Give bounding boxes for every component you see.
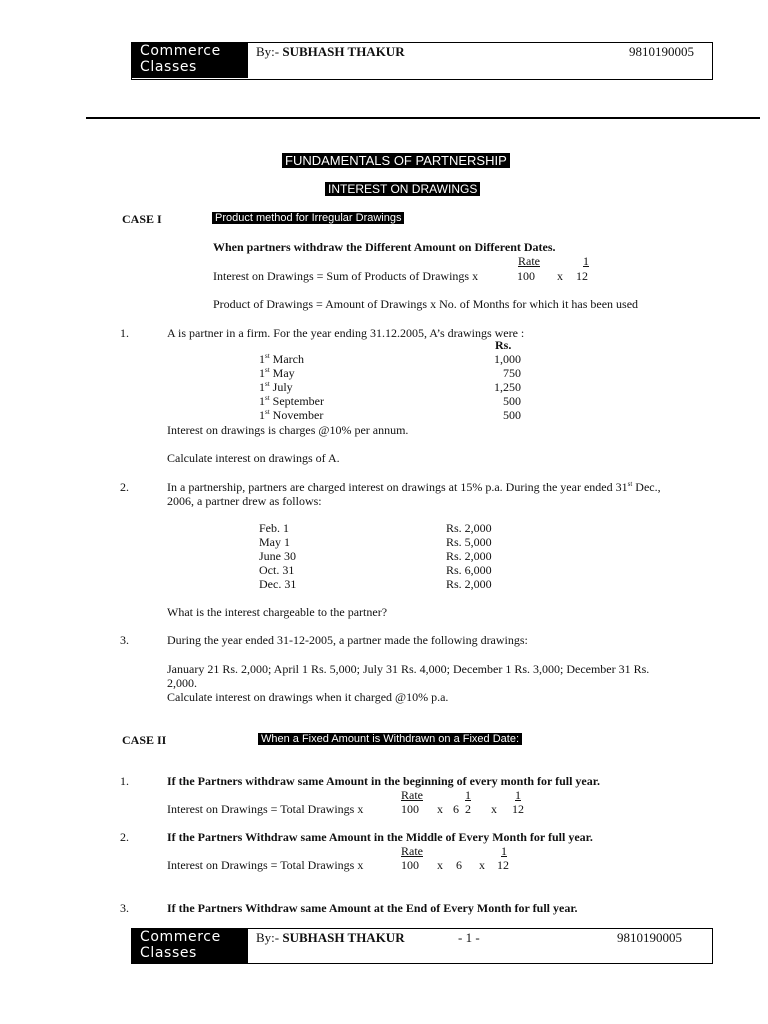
q3-text: During the year ended 31-12-2005, a partner made the following drawings: (167, 633, 528, 647)
brand-logo (132, 43, 248, 78)
q1-date-2 (259, 380, 293, 395)
case2-item1-hundred: 100 (401, 802, 419, 816)
case2-item2-six: 6 (456, 858, 462, 872)
footer-page-number: - 1 - (458, 930, 480, 945)
case2-item3-title: If the Partners Withdraw same Amount at the End of Every Month for full year. (167, 901, 578, 915)
footer-brand-line2: Classes (140, 945, 197, 961)
q2-date-4: Dec. 31 (259, 577, 297, 591)
case2-heading-text: When a Fixed Amount is Withdrawn on a Fixed Date: (258, 733, 522, 745)
case1-x: x (557, 269, 563, 283)
header-phone: 9810190005 (629, 44, 694, 59)
q2-line1-sup: st (627, 480, 633, 488)
case2-item2-title: If the Partners Withdraw same Amount in the Middle of Every Month for full year. (167, 830, 593, 844)
case2-item1-six: 6 (453, 802, 459, 816)
q2-date-3: Oct. 31 (259, 563, 295, 577)
case2-item2-one-b: 1 (501, 844, 507, 858)
q3-ask: Calculate interest on drawings when it charged @10% p.a. (167, 690, 449, 704)
case2-item1-x1: x (437, 802, 443, 816)
q1-date-day: 1 (259, 394, 265, 408)
q2-number: 2. (120, 480, 129, 494)
brand-line1: Commerce (140, 43, 221, 59)
case2-item1-rate: Rate (401, 788, 423, 802)
q1-date-month: March (269, 352, 304, 366)
q2-date-0: Feb. 1 (259, 521, 289, 535)
q2-amount-0: Rs. 2,000 (446, 521, 492, 535)
footer-author: SUBHASH THAKUR (282, 930, 405, 945)
page-subtitle-text: INTEREST ON DRAWINGS (325, 182, 480, 196)
q1-date-0 (259, 352, 304, 367)
case2-item1-formula: Interest on Drawings = Total Drawings x (167, 802, 364, 816)
q1-date-month: November (269, 408, 324, 422)
q1-date-sup: st (265, 380, 270, 388)
footer-brand-logo (132, 929, 248, 963)
case1-formula2: Product of Drawings = Amount of Drawings x No. of Months for which it has been used (213, 297, 639, 311)
brand-line2: Classes (140, 59, 197, 75)
q1-date-3 (259, 394, 324, 409)
page-title (282, 153, 510, 168)
case1-one: 1 (583, 254, 589, 268)
footer-byline (256, 930, 405, 946)
q2-ask: What is the interest chargeable to the partner? (167, 605, 388, 619)
q1-ask: Calculate interest on drawings of A. (167, 451, 340, 465)
header-rule (86, 117, 760, 119)
case2-item2-twelve: 12 (497, 858, 509, 872)
q1-date-4 (259, 408, 323, 423)
case2-heading (258, 733, 522, 745)
case2-item3-number: 3. (120, 901, 129, 915)
q3-list-line1: January 21 Rs. 2,000; April 1 Rs. 5,000; July 31 Rs. 4,000; December 1 Rs. 3,000; December 31 Rs. (167, 662, 650, 676)
case2-item1-one-a: 1 (465, 788, 471, 802)
case2-item1-one-b: 1 (515, 788, 521, 802)
case1-twelve: 12 (576, 269, 588, 283)
q2-amount-1: Rs. 5,000 (446, 535, 492, 549)
q1-date-sup: st (265, 408, 270, 416)
q2-line1-b: Dec., (632, 480, 661, 494)
q2-line1 (167, 480, 661, 495)
q1-date-day: 1 (259, 380, 265, 394)
page-subtitle (325, 182, 480, 196)
q1-number: 1. (120, 326, 129, 340)
q2-amount-2: Rs. 2,000 (446, 549, 492, 563)
case2-item2-number: 2. (120, 830, 129, 844)
q1-date-sup: st (265, 394, 270, 402)
q1-note: Interest on drawings is charges @10% per annum. (167, 423, 409, 437)
footer-by-prefix: By:- (256, 930, 283, 945)
case2-item1-number: 1. (120, 774, 129, 788)
q1-date-1 (259, 366, 295, 381)
case1-hundred: 100 (517, 269, 535, 283)
case2-item2-hundred: 100 (401, 858, 419, 872)
case2-item2-x2: x (479, 858, 485, 872)
case2-item2-formula: Interest on Drawings = Total Drawings x (167, 858, 364, 872)
q2-line2: 2006, a partner drew as follows: (167, 494, 322, 508)
q2-line1-a: In a partnership, partners are charged interest on drawings at 15% p.a. During the year ended 31 (167, 480, 628, 494)
case1-formula: Interest on Drawings = Sum of Products of Drawings x (213, 269, 479, 283)
q1-date-month: July (269, 380, 293, 394)
q1-amount-3: 500 (503, 394, 521, 408)
case1-heading-text: Product method for Irregular Drawings (212, 212, 404, 224)
footer-phone: 9810190005 (617, 930, 682, 945)
q1-col-head: Rs. (495, 338, 512, 352)
author: SUBHASH THAKUR (282, 44, 405, 59)
case2-item1-x2: x (491, 802, 497, 816)
q1-amount-0: 1,000 (494, 352, 521, 366)
header-byline (256, 44, 405, 60)
q2-date-2: June 30 (259, 549, 296, 563)
case2-item2-x1: x (437, 858, 443, 872)
case2-item1-title: If the Partners withdraw same Amount in the beginning of every month for full year. (167, 774, 600, 788)
case1-heading (212, 212, 404, 224)
q1-text: A is partner in a firm. For the year ending 31.12.2005, A’s drawings were : (167, 326, 525, 340)
case2-item2-rate: Rate (401, 844, 423, 858)
q2-date-1: May 1 (259, 535, 290, 549)
q1-amount-1: 750 (503, 366, 521, 380)
footer-brand-line1: Commerce (140, 929, 221, 945)
q1-date-day: 1 (259, 408, 265, 422)
q3-number: 3. (120, 633, 129, 647)
case1-rate: Rate (518, 254, 540, 268)
q1-amount-2: 1,250 (494, 380, 521, 394)
q1-date-day: 1 (259, 366, 265, 380)
case2-item1-twelve: 12 (512, 802, 524, 816)
case1-when: When partners withdraw the Different Amount on Different Dates. (213, 240, 556, 254)
q3-list-line2: 2,000. (167, 676, 197, 690)
q2-amount-4: Rs. 2,000 (446, 577, 492, 591)
page-title-text: FUNDAMENTALS OF PARTNERSHIP (282, 153, 510, 168)
q1-date-month: May (269, 366, 295, 380)
by-prefix: By:- (256, 44, 283, 59)
case1-label: CASE I (122, 212, 162, 226)
case2-item1-two: 2 (465, 802, 471, 816)
q1-date-month: September (269, 394, 324, 408)
q2-amount-3: Rs. 6,000 (446, 563, 492, 577)
q1-date-sup: st (265, 366, 270, 374)
q1-amount-4: 500 (503, 408, 521, 422)
q1-date-sup: st (265, 352, 270, 360)
case2-label: CASE II (122, 733, 167, 747)
q1-date-day: 1 (259, 352, 265, 366)
